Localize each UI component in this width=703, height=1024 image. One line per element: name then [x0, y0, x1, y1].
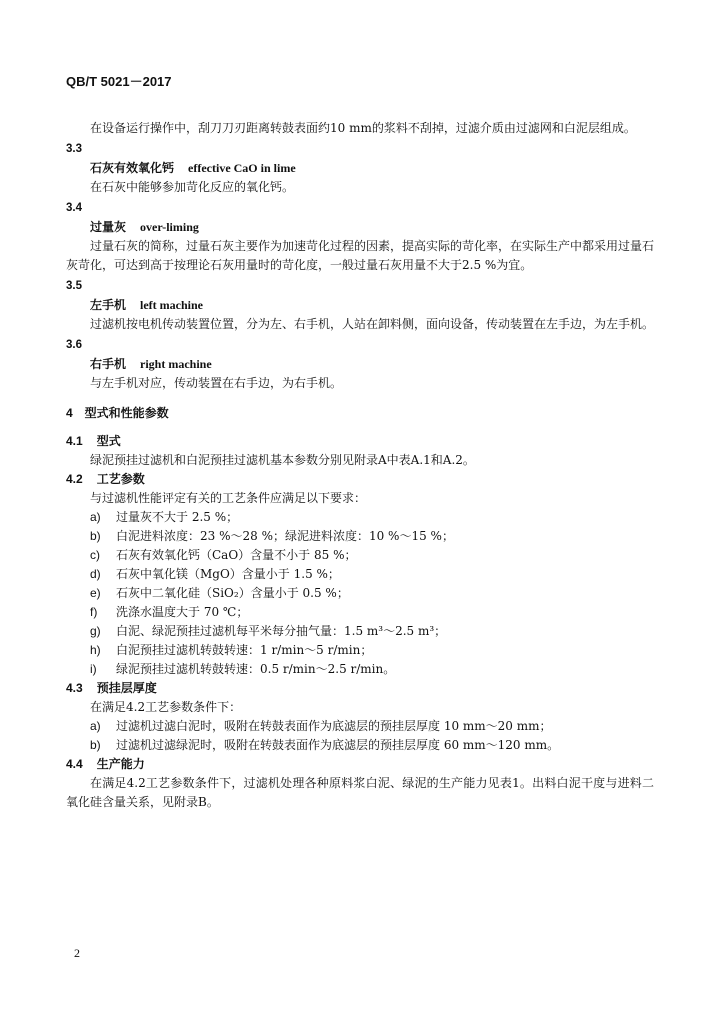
list-item [66, 603, 654, 622]
section-4-4-heading [66, 755, 654, 774]
section-title: 生产能力 [96, 757, 145, 771]
section-title: 预挂层厚度 [96, 681, 157, 695]
section-4-title: 4 型式和性能参数 [66, 406, 169, 420]
clause-3-6-definition: 与左手机对应，传动装置在右手边，为右手机。 [90, 376, 343, 390]
clause-3-3-term [66, 159, 654, 178]
list-marker: c) [90, 548, 100, 562]
list-marker: h) [90, 643, 101, 657]
term-cn: 右手机 [90, 357, 127, 371]
clause-3-4-term [66, 218, 654, 237]
section-number: 4.1 [66, 434, 83, 448]
list-text: 绿泥预挂过滤机转鼓转速：0.5 r/min～2.5 r/min。 [116, 662, 396, 676]
list-text: 石灰中氧化镁（MgO）含量小于 1.5 %； [116, 567, 340, 581]
section-number: 4.4 [66, 757, 83, 771]
list-marker: b) [90, 529, 101, 543]
list-marker: b) [90, 738, 101, 752]
list-item [66, 584, 654, 603]
standard-number: QB/T 5021－2017 [66, 74, 172, 89]
section-4-1-heading [66, 432, 654, 451]
section-title: 型式 [96, 434, 121, 448]
clause-3-4-definition: 过量石灰的简称，过量石灰主要作为加速苛化过程的因素，提高实际的苛化率，在实际生产中都采用过量石灰苛化，可达到高于按理论石灰用量时的苛化度，一般过量石灰用量不大于2.5 %为宜。 [66, 239, 655, 272]
clause-3-5-term [66, 296, 654, 315]
section-4-2-intro: 与过滤机性能评定有关的工艺条件应满足以下要求： [90, 491, 367, 505]
list-text: 石灰有效氧化钙（CaO）含量不小于 85 %； [116, 548, 357, 562]
clause-3-3-number: 3.3 [66, 143, 82, 155]
term-en: over-liming [140, 220, 199, 234]
list-item [66, 622, 654, 641]
term-en: right machine [140, 357, 212, 371]
document-body [66, 119, 654, 812]
list-text: 洗涤水温度大于 70 ℃； [116, 605, 249, 619]
list-text: 白泥、绿泥预挂过滤机每平米每分抽气量：1.5 m³～2.5 m³； [116, 624, 447, 638]
section-4-3-intro: 在满足4.2工艺参数条件下： [90, 700, 242, 714]
list-item [66, 717, 654, 736]
section-4-4-text: 在满足4.2工艺参数条件下，过滤机处理各种原料浆白泥、绿泥的生产能力见表1。出料白泥干度与进料二氧化硅含量关系，见附录B。 [66, 776, 654, 809]
section-number: 4.3 [66, 681, 83, 695]
list-marker: a) [90, 510, 101, 524]
list-marker: i) [90, 662, 97, 676]
section-number: 4.2 [66, 472, 83, 486]
term-cn: 石灰有效氧化钙 [90, 161, 175, 175]
section-4-1-text: 绿泥预挂过滤机和白泥预挂过滤机基本参数分别见附录A中表A.1和A.2。 [90, 453, 475, 467]
list-item [66, 660, 654, 679]
list-text: 石灰中二氧化硅（SiO₂）含量小于 0.5 %； [116, 586, 349, 600]
list-text: 过量灰不大于 2.5 %； [116, 510, 239, 524]
section-4-2-heading [66, 470, 654, 489]
list-text: 过滤机过滤绿泥时，吸附在转鼓表面作为底滤层的预挂层厚度 60 mm～120 mm。 [116, 738, 560, 752]
clause-3-4-number: 3.4 [66, 202, 82, 214]
list-marker: d) [90, 567, 101, 581]
list-item [66, 641, 654, 660]
clause-3-5-definition: 过滤机按电机传动装置位置，分为左、右手机，人站在卸料侧，面向设备，传动装置在左手边，为左手机。 [90, 317, 655, 331]
term-cn: 过量灰 [90, 220, 127, 234]
list-marker: e) [90, 586, 101, 600]
clause-3-6-number: 3.6 [66, 339, 82, 351]
page-number: 2 [74, 946, 80, 960]
intro-paragraph: 在设备运行操作中，刮刀刀刃距离转鼓表面约10 mm的浆料不刮掉，过滤介质由过滤网和白泥层组成。 [90, 121, 636, 135]
term-en: left machine [140, 298, 203, 312]
list-text: 白泥预挂过滤机转鼓转速：1 r/min～5 r/min； [116, 643, 373, 657]
list-item [66, 736, 654, 755]
clause-3-3-definition: 在石灰中能够参加苛化反应的氧化钙。 [90, 180, 295, 194]
clause-3-5-number: 3.5 [66, 280, 82, 292]
list-marker: a) [90, 719, 101, 733]
list-item [66, 508, 654, 527]
section-title: 工艺参数 [96, 472, 145, 486]
list-marker: g) [90, 624, 101, 638]
list-marker: f) [90, 605, 98, 619]
term-en: effective CaO in lime [188, 161, 296, 175]
list-item [66, 565, 654, 584]
section-4-3-heading [66, 679, 654, 698]
list-item [66, 546, 654, 565]
list-text: 白泥进料浓度：23 %～28 %；绿泥进料浓度：10 %～15 %； [116, 529, 454, 543]
list-text: 过滤机过滤白泥时，吸附在转鼓表面作为底滤层的预挂层厚度 10 mm～20 mm； [116, 719, 552, 733]
term-cn: 左手机 [90, 298, 127, 312]
list-item [66, 527, 654, 546]
clause-3-6-term [66, 355, 654, 374]
